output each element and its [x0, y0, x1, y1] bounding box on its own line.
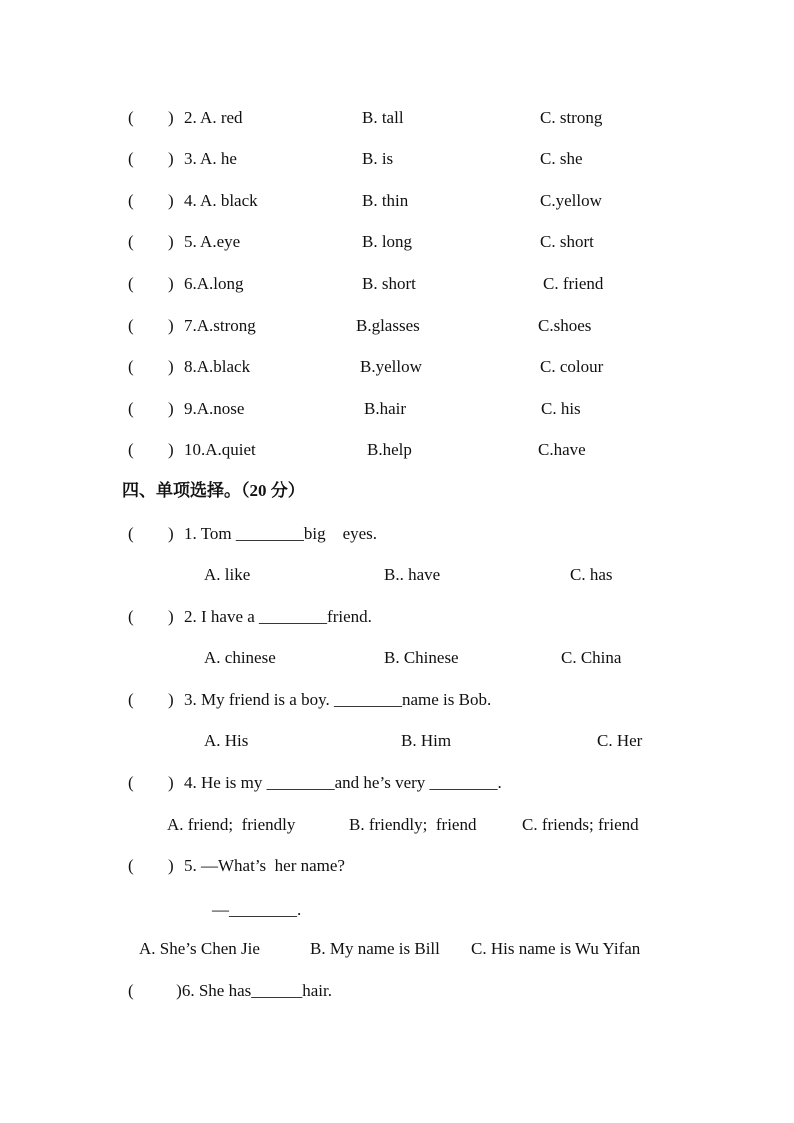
option-a: 9.A.nose	[184, 399, 245, 418]
option-a: 6.A.long	[184, 274, 244, 293]
option-b: B.glasses	[356, 316, 420, 335]
answer-paren-open: (	[128, 607, 134, 626]
option-a: 2. A. red	[184, 108, 243, 127]
answer-paren-open: (	[128, 690, 134, 709]
option-a: A. She’s Chen Jie	[139, 939, 260, 958]
question-text: 2. I have a ________friend.	[184, 607, 372, 626]
option-b: B. long	[362, 232, 413, 251]
answer-paren-open: (	[128, 399, 134, 418]
option-c: C. short	[540, 232, 594, 251]
answer-paren-close: )	[168, 690, 174, 709]
question-text: 4. He is my ________and he’s very ________.	[184, 773, 502, 792]
option-c: C. colour	[540, 357, 604, 376]
question-6: ( )6. She has______hair.	[128, 981, 332, 1000]
answer-paren-close: )	[168, 524, 174, 543]
option-a: A. chinese	[204, 648, 276, 667]
answer-paren-close: )	[168, 399, 174, 418]
option-b: B.hair	[364, 399, 407, 418]
option-c: C. friend	[543, 274, 604, 293]
option-a: 10.A.quiet	[184, 440, 256, 459]
answer-paren-close: )	[168, 149, 174, 168]
option-c: C. she	[540, 149, 583, 168]
option-b: B. Him	[401, 731, 452, 750]
option-a: 3. A. he	[184, 149, 237, 168]
option-b: B. My name is Bill	[310, 939, 440, 958]
option-a: 7.A.strong	[184, 316, 256, 335]
option-a: A. friend; friendly	[167, 815, 296, 834]
option-b: B. short	[362, 274, 416, 293]
answer-paren-close: )	[168, 357, 174, 376]
option-c: C. His name is Wu Yifan	[471, 939, 641, 958]
answer-paren-open: (	[128, 274, 134, 293]
answer-paren-open: (	[128, 191, 134, 210]
answer-paren-open: (	[128, 149, 134, 168]
answer-blank: —________.	[212, 900, 302, 919]
answer-paren-close: )	[168, 607, 174, 626]
option-b: B.. have	[384, 565, 441, 584]
answer-paren-close: )	[168, 274, 174, 293]
option-c: C. strong	[540, 108, 603, 127]
question-text: 1. Tom ________big eyes.	[184, 524, 378, 543]
answer-paren-open: (	[128, 108, 134, 127]
answer-paren-close: )	[168, 232, 174, 251]
answer-paren-close: )	[168, 440, 174, 459]
answer-paren-close: )	[168, 856, 174, 875]
option-c: C. has	[570, 565, 613, 584]
option-a: 5. A.eye	[184, 232, 241, 251]
option-c: C. friends; friend	[522, 815, 639, 834]
option-b: B. Chinese	[384, 648, 459, 667]
option-a: A. like	[204, 565, 251, 584]
answer-paren-close: )	[168, 108, 174, 127]
option-a: 4. A. black	[184, 191, 258, 210]
answer-paren-open: (	[128, 524, 134, 543]
option-c: C.have	[538, 440, 586, 459]
option-b: B.yellow	[360, 357, 422, 376]
option-b: B.help	[367, 440, 412, 459]
option-b: B. is	[362, 149, 394, 168]
option-a: A. His	[204, 731, 249, 750]
answer-paren-open: (	[128, 316, 134, 335]
option-b: B. thin	[362, 191, 409, 210]
question-text: 3. My friend is a boy. ________name is Bob.	[184, 690, 492, 709]
option-c: C.shoes	[538, 316, 592, 335]
option-b: B. tall	[362, 108, 404, 127]
answer-paren-open: (	[128, 773, 134, 792]
option-c: C.yellow	[540, 191, 602, 210]
section-heading: 四、单项选择。（20 分）	[122, 481, 305, 500]
option-c: C. China	[561, 648, 622, 667]
answer-paren-close: )	[168, 316, 174, 335]
question-text: 5. —What’s her name?	[184, 856, 345, 875]
option-a: 8.A.black	[184, 357, 251, 376]
answer-paren-open: (	[128, 440, 134, 459]
answer-paren-open: (	[128, 856, 134, 875]
answer-paren-close: )	[168, 191, 174, 210]
option-c: C. Her	[597, 731, 643, 750]
option-c: C. his	[541, 399, 581, 418]
option-b: B. friendly; friend	[349, 815, 477, 834]
answer-paren-open: (	[128, 357, 134, 376]
answer-paren-close: )	[168, 773, 174, 792]
answer-paren-open: (	[128, 232, 134, 251]
